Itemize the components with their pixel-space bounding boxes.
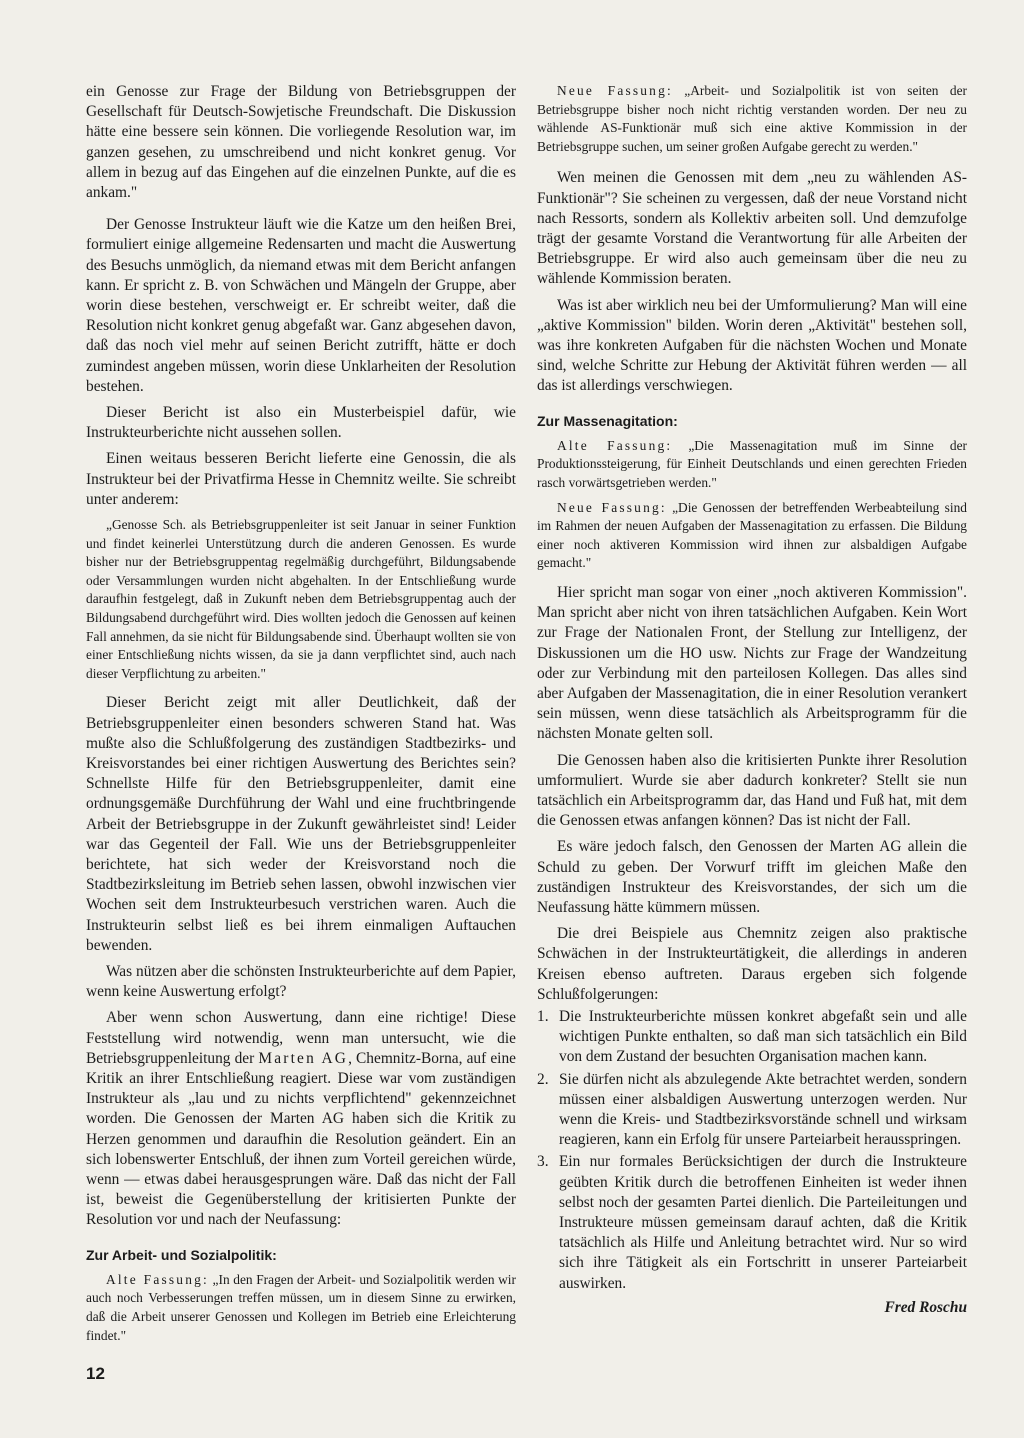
paragraph: Dieser Bericht ist also ein Musterbeispiel dafür, wie Instrukteurberichte nicht aussehen sollen. <box>86 404 516 442</box>
paragraph <box>86 693 516 956</box>
text-run: Aber wenn schon Auswertung, dann eine richtige! Diese Feststellung wird notwendig, wenn man untersucht, wie die Betriebsgruppenleitung der <box>86 1009 516 1067</box>
quote-label: Alte Fassung: <box>557 437 673 453</box>
block-quote <box>537 437 967 493</box>
paragraph: Die drei Beispiele aus Chemnitz zeigen also praktische Schwächen in der Instrukteurtätigkeit, die allerdings in anderen Kreisen ebenso auftreten. Daraus ergeben sich folgende Schlußfolgerungen: <box>537 925 967 1003</box>
page-number: 12 <box>86 1364 105 1383</box>
text-run: Dieser Bericht zeigt mit aller Deutlichkeit, daß der Betriebsgruppenleiter einen besonders schweren Stand hat. Was mußte also die Schlußfolgerung des zuständigen Stadtbezirks- und Kreisvorstandes bei einer richtigen Auswertung des Berichtes sein? Schnellste Hilfe für den Betriebsgruppenleiter, damit eine ordnungsgemäße Durchführung der Wahl und eine fruchtbringende Arbeit der Betriebsgruppe in der Zukunft gewährleistet sind! Leider war das Gegenteil der Fall. Wie uns der Betriebsgruppenleiter berichtete, hat sich weder der Kreisvorstand noch die Stadtbezirksleitung im Betrieb sehen lassen, obwohl inzwischen vier Wochen seit dem Instrukteurbesuch verstrichen waren. Auch die Instrukteurin selbst ließ es bei ihrem einmaligen Auftauchen bewenden. <box>86 694 516 954</box>
quote-text: „Arbeit- und Sozialpolitik ist von seiten der Betriebsgruppe bisher noch nicht richtig verstanden worden. Der neu zu wählende AS-Funktionär muß sich eine aktive Kommission in der Betriebsgruppe suchen, um seiner großen Aufgabe gerecht zu werden." <box>537 83 967 154</box>
quote-text: „Die Genossen der betreffenden Werbeabteilung sind im Rahmen der neuen Aufgaben der Massenagitation zu erfassen. Die Bildung einer noch aktiveren Kommission wird ihnen zur alsbaldigen Aufgabe gemacht." <box>537 499 967 571</box>
quote-text: „In den Fragen der Arbeit- und Sozialpolitik werden wir auch noch Verbesserungen treffen müssen, um in diesem Sinne zu erwirken, daß die Arbeit unserer Genossen und Kollegen im Betrieb eine Erleichterung findet." <box>86 1271 516 1343</box>
paragraph: Der Genosse Instrukteur läuft wie die Katze um den heißen Brei, formuliert einige allgemeine Redensarten und macht die Auswertung des Besuchs unmöglich, da niemand etwas mit dem Bericht anfangen kann. Er spricht z. B. von Schwächen und Mängeln der Gruppe, aber worin diese bestehen, verschweigt er. Er schreibt weiter, daß die Resolution nicht konkret genug abgefaßt war. Ganz abgesehen davon, daß das noch viel mehr auf seinen Bericht zutrifft, hätte er doch zumindest angeben müssen, worin diese Unklarheiten der Resolution bestehen. <box>86 216 516 395</box>
company-name: Marten AG <box>258 1049 349 1067</box>
list-number: 1. <box>537 1008 549 1026</box>
list-item <box>537 1070 967 1151</box>
block-quote <box>86 1271 516 1345</box>
list-number: 2. <box>537 1070 549 1088</box>
paragraph: Was nützen aber die schönsten Instrukteurberichte auf dem Papier, wenn keine Auswertung erfolgt? <box>86 963 516 1001</box>
author-signature: Fred Roschu <box>884 1298 967 1316</box>
quote-label: Alte Fassung: <box>106 1271 209 1287</box>
list-item <box>537 1152 967 1293</box>
paragraph: Die Genossen haben also die kritisierten Punkte ihrer Resolution umformuliert. Wurde sie aber dadurch konkreter? Stellt sie nun tatsächlich ein Arbeitsprogramm dar, das Hand und Fuß hat, mit dem die Genossen etwas anfangen können? Das ist nicht der Fall. <box>537 751 967 830</box>
block-quote <box>537 499 967 573</box>
paragraph: Wen meinen die Genossen mit dem „neu zu wählenden AS-Funktionär"? Sie scheinen zu vergessen, daß der neue Vorstand nicht nach Ressorts, sondern als Kollektiv arbeiten soll. Und demzufolge trägt der gesamte Vorstand die Verantwortung für alle Arbeiten der Betriebsgruppe. Er wird also auch gemeinsam über die neu zu wählende Kommission beraten. <box>537 169 967 288</box>
text-run: , Chemnitz-Borna, auf eine Kritik an ihrer Entschließung reagiert. Diese war vom zuständigen Instrukteur als „lau und zu nichts verpflichtend" gekennzeichnet worden. Die Genossen der Marten AG haben sich die Kritik zu Herzen genommen und daraufhin die Resolution geändert. Ein an sich lobenswerter Entschluß, der ihnen zum Vorteil gereichen würde, wenn — etwas dabei herausgesprungen wäre. Daß das nicht der Fall ist, beweist die Gegenüberstellung der kritisierten Punkte der Resolution vor und nach der Neufassung: <box>86 1049 516 1229</box>
paragraph: Einen weitaus besseren Bericht lieferte eine Genossin, die als Instrukteur bei der Privatfirma Hesse in Chemnitz weilte. Sie schreibt unter anderem: <box>86 450 516 508</box>
paragraph: Hier spricht man sogar von einer „noch aktiveren Kommission". Man spricht aber nicht von ihren tatsächlichen Aufgaben. Kein Wort zur Frage der Nationalen Front, der Stellung zur Intelligenz, der Diskussionen um die HO usw. Nichts zur Frage der Wandzeitung oder zur Verbindung mit den parteilosen Kollegen. Das alles sind aber Aufgaben der Massenagitation, die in einer Resolution verankert sein müssen, wenn diese tatsächlich als Arbeitsprogramm für die nächsten Monate gelten soll. <box>537 583 967 743</box>
left-column <box>86 82 516 1345</box>
quote-label: Neue Fassung: <box>557 499 667 515</box>
list-item <box>537 1007 967 1068</box>
list-text: Sie dürfen nicht als abzulegende Akte betrachtet werden, sondern müssen einer alsbaldigen Auswertung unterzogen werden. Nur wenn die Kreis- und Stadtbezirksvorstände schnell und wirksam reagieren, kann ein Erfolg für unsere Parteiarbeit herausspringen. <box>559 1070 967 1149</box>
paragraph: Was ist aber wirklich neu bei der Umformulierung? Man will eine „aktive Kommission" bilden. Worin deren „Aktivität" bestehen soll, was ihre konkreten Aufgaben für die nächsten Wochen und Monate sind, welche Schritte zur Hebung der Aktivität führen werden — all das ist allerdings verschwiegen. <box>537 296 967 395</box>
list-text: Ein nur formales Berücksichtigen der durch die Instrukteure geübten Kritik durch die betroffenen Einheiten ist weder ihnen selbst noch der gesamten Partei dienlich. Die Parteileitungen und Instrukteure müssen gemeinsam darauf achten, daß die Kritik tatsächlich als Hilfe und Anleitung betrachtet wird. Nur so wird sich ihre Tätigkeit als ein Fortschritt in unserer Parteiarbeit auswirken. <box>559 1153 967 1292</box>
conclusion-list <box>537 1007 967 1294</box>
list-number: 3. <box>537 1153 549 1171</box>
section-heading: Zur Massenagitation: <box>537 412 678 429</box>
paragraph <box>86 1008 516 1230</box>
paragraph: ein Genosse zur Frage der Bildung von Betriebsgruppen der Gesellschaft für Deutsch-Sowjetische Freundschaft. Die Diskussion hätte eine bessere sein können. Die vorliegende Resolution war, im ganzen gesehen, zu umschreibend und nicht konkret genug. Vor allem in bezug auf das Eingehen auf die einzelnen Punkte, auf die es ankam." <box>86 83 516 202</box>
section-heading: Zur Arbeit- und Sozialpolitik: <box>86 1246 277 1263</box>
block-quote <box>537 82 967 156</box>
quote-text: „Die Massenagitation muß im Sinne der Produktionssteigerung, für Einheit Deutschlands und einen gerechten Frieden rasch vorwärtsgetrieben werden." <box>537 437 967 490</box>
paragraph: Es wäre jedoch falsch, den Genossen der Marten AG allein die Schuld zu geben. Der Vorwurf trifft im gleichen Maße den zuständigen Instrukteur des Kreisvorstandes, der sich um die Neufassung hätte kümmern müssen. <box>537 838 967 917</box>
list-text: Die Instrukteurberichte müssen konkret abgefaßt sein und alle wichtigen Punkte enthalten, so daß man sich tatsächlich ein Bild von dem Zustand der besuchten Organisation machen kann. <box>559 1008 967 1066</box>
right-column <box>537 82 967 1318</box>
block-quote: „Genosse Sch. als Betriebsgruppenleiter ist seit Januar in seiner Funktion und findet keinerlei Unterstützung durch die anderen Genossen. Es wurde bisher nur der Betriebsgruppentag regelmäßig durchgeführt, Bildungsabende oder Versammlungen wurden nicht abgehalten. In der Entschließung wurde daraufhin festgelegt, daß in Zukunft neben dem Betriebsgruppentag auch der Bildungsabend durchgeführt wird. Dies wollten jedoch die Genossen auf keinen Fall annehmen, da sie nicht für Bildungsabende sind. Überhaupt wollten sie von einer Entschließung nichts wissen, da sie ja dann verpflichtet sind, auch nach dieser Verpflichtung zu arbeiten." <box>86 517 516 681</box>
quote-label: Neue Fassung: <box>557 83 673 98</box>
